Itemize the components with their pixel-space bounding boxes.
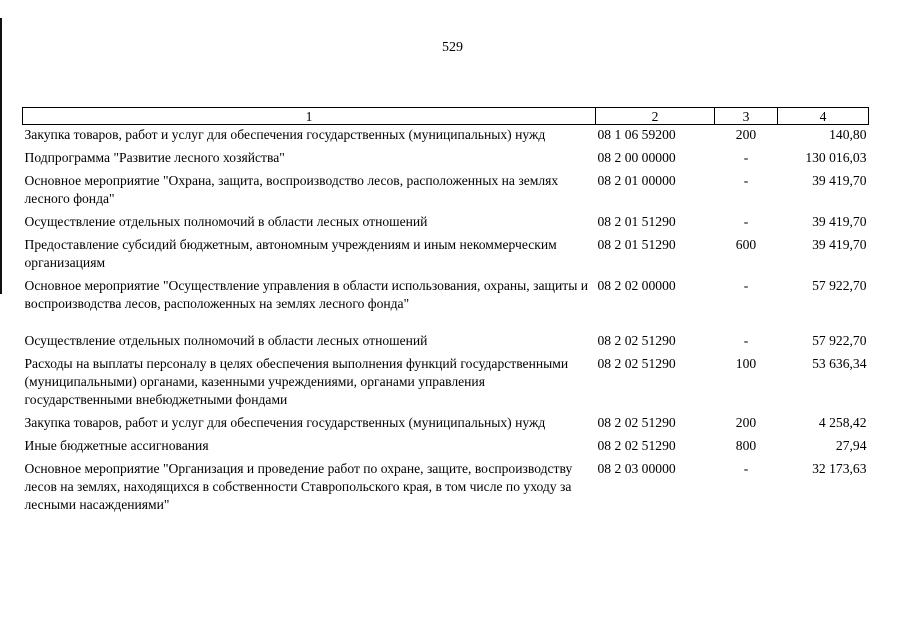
row-amount: 39 419,70 <box>812 214 867 229</box>
row-code: 08 2 02 51290 <box>597 356 676 371</box>
row-name: Основное мероприятие "Организация и проведение работ по охране, защите, воспроизводству лесов на землях, находящихся в собственности Ставропольского края, в том числе по уходу за лесными насаждениями" <box>24 461 573 512</box>
row-name: Основное мероприятие "Охрана, защита, воспроизводство лесов, расположенных на землях лесного фонда" <box>24 173 559 206</box>
row-name: Расходы на выплаты персоналу в целях обеспечения выполнения функций государственными (муниципальными) органами, казенными учреждениями, органами управления государственными внебюджетными фондами <box>24 356 569 407</box>
row-name: Основное мероприятие "Осуществление управления в области использования, охраны, защиты и воспроизводства лесов, расположенных на землях лесного фонда" <box>24 278 588 311</box>
row-type: - <box>743 461 749 476</box>
row-type: - <box>743 278 749 293</box>
header-col-4: 4 <box>778 108 869 125</box>
row-type: - <box>743 173 749 188</box>
table-row <box>23 276 869 331</box>
row-name: Осуществление отдельных полномочий в области лесных отношений <box>24 333 428 348</box>
row-code: 08 1 06 59200 <box>597 127 676 142</box>
header-col-2: 2 <box>596 108 715 125</box>
table-row <box>23 413 869 436</box>
header-col-1: 1 <box>23 108 596 125</box>
header-col-3: 3 <box>715 108 778 125</box>
row-type: - <box>743 333 749 348</box>
row-code: 08 2 01 51290 <box>597 214 676 229</box>
row-name: Закупка товаров, работ и услуг для обеспечения государственных (муниципальных) нужд <box>24 415 546 430</box>
row-type: - <box>743 214 749 229</box>
row-amount: 39 419,70 <box>812 173 867 188</box>
row-amount: 39 419,70 <box>812 237 867 252</box>
row-amount: 57 922,70 <box>812 278 867 293</box>
left-margin-rule <box>0 18 2 294</box>
row-amount: 53 636,34 <box>812 356 867 371</box>
row-code: 08 2 02 00000 <box>597 278 676 293</box>
row-type: - <box>743 150 749 165</box>
table-row <box>23 436 869 459</box>
row-amount: 130 016,03 <box>805 150 867 165</box>
row-amount: 27,94 <box>835 438 867 453</box>
row-amount: 140,80 <box>829 127 867 142</box>
table-row <box>23 459 869 514</box>
table-row <box>23 235 869 276</box>
row-amount: 4 258,42 <box>818 415 867 430</box>
row-code: 08 2 00 00000 <box>597 150 676 165</box>
table-row <box>23 212 869 235</box>
row-code: 08 2 02 51290 <box>597 438 676 453</box>
budget-table <box>22 107 869 514</box>
table-row <box>23 331 869 354</box>
row-code: 08 2 01 00000 <box>597 173 676 188</box>
table-row <box>23 148 869 171</box>
row-amount: 57 922,70 <box>812 333 867 348</box>
row-name: Предоставление субсидий бюджетным, автономным учреждениям и иным некоммерческим организациям <box>24 237 557 270</box>
row-name: Подпрограмма "Развитие лесного хозяйства" <box>24 150 285 165</box>
table-row <box>23 171 869 212</box>
row-code: 08 2 03 00000 <box>597 461 676 476</box>
table-row <box>23 125 869 149</box>
row-type: 600 <box>735 237 757 252</box>
row-name: Осуществление отдельных полномочий в области лесных отношений <box>24 214 428 229</box>
row-amount: 32 173,63 <box>812 461 867 476</box>
row-code: 08 2 02 51290 <box>597 415 676 430</box>
row-code: 08 2 02 51290 <box>597 333 676 348</box>
row-type: 200 <box>735 127 757 142</box>
table-row <box>23 354 869 413</box>
page-number: 529 <box>442 40 463 55</box>
row-name: Закупка товаров, работ и услуг для обеспечения государственных (муниципальных) нужд <box>24 127 546 142</box>
row-name: Иные бюджетные ассигнования <box>24 438 209 453</box>
row-type: 100 <box>735 356 757 371</box>
row-type: 800 <box>735 438 757 453</box>
row-code: 08 2 01 51290 <box>597 237 676 252</box>
table-header-row <box>23 108 869 125</box>
row-type: 200 <box>735 415 757 430</box>
